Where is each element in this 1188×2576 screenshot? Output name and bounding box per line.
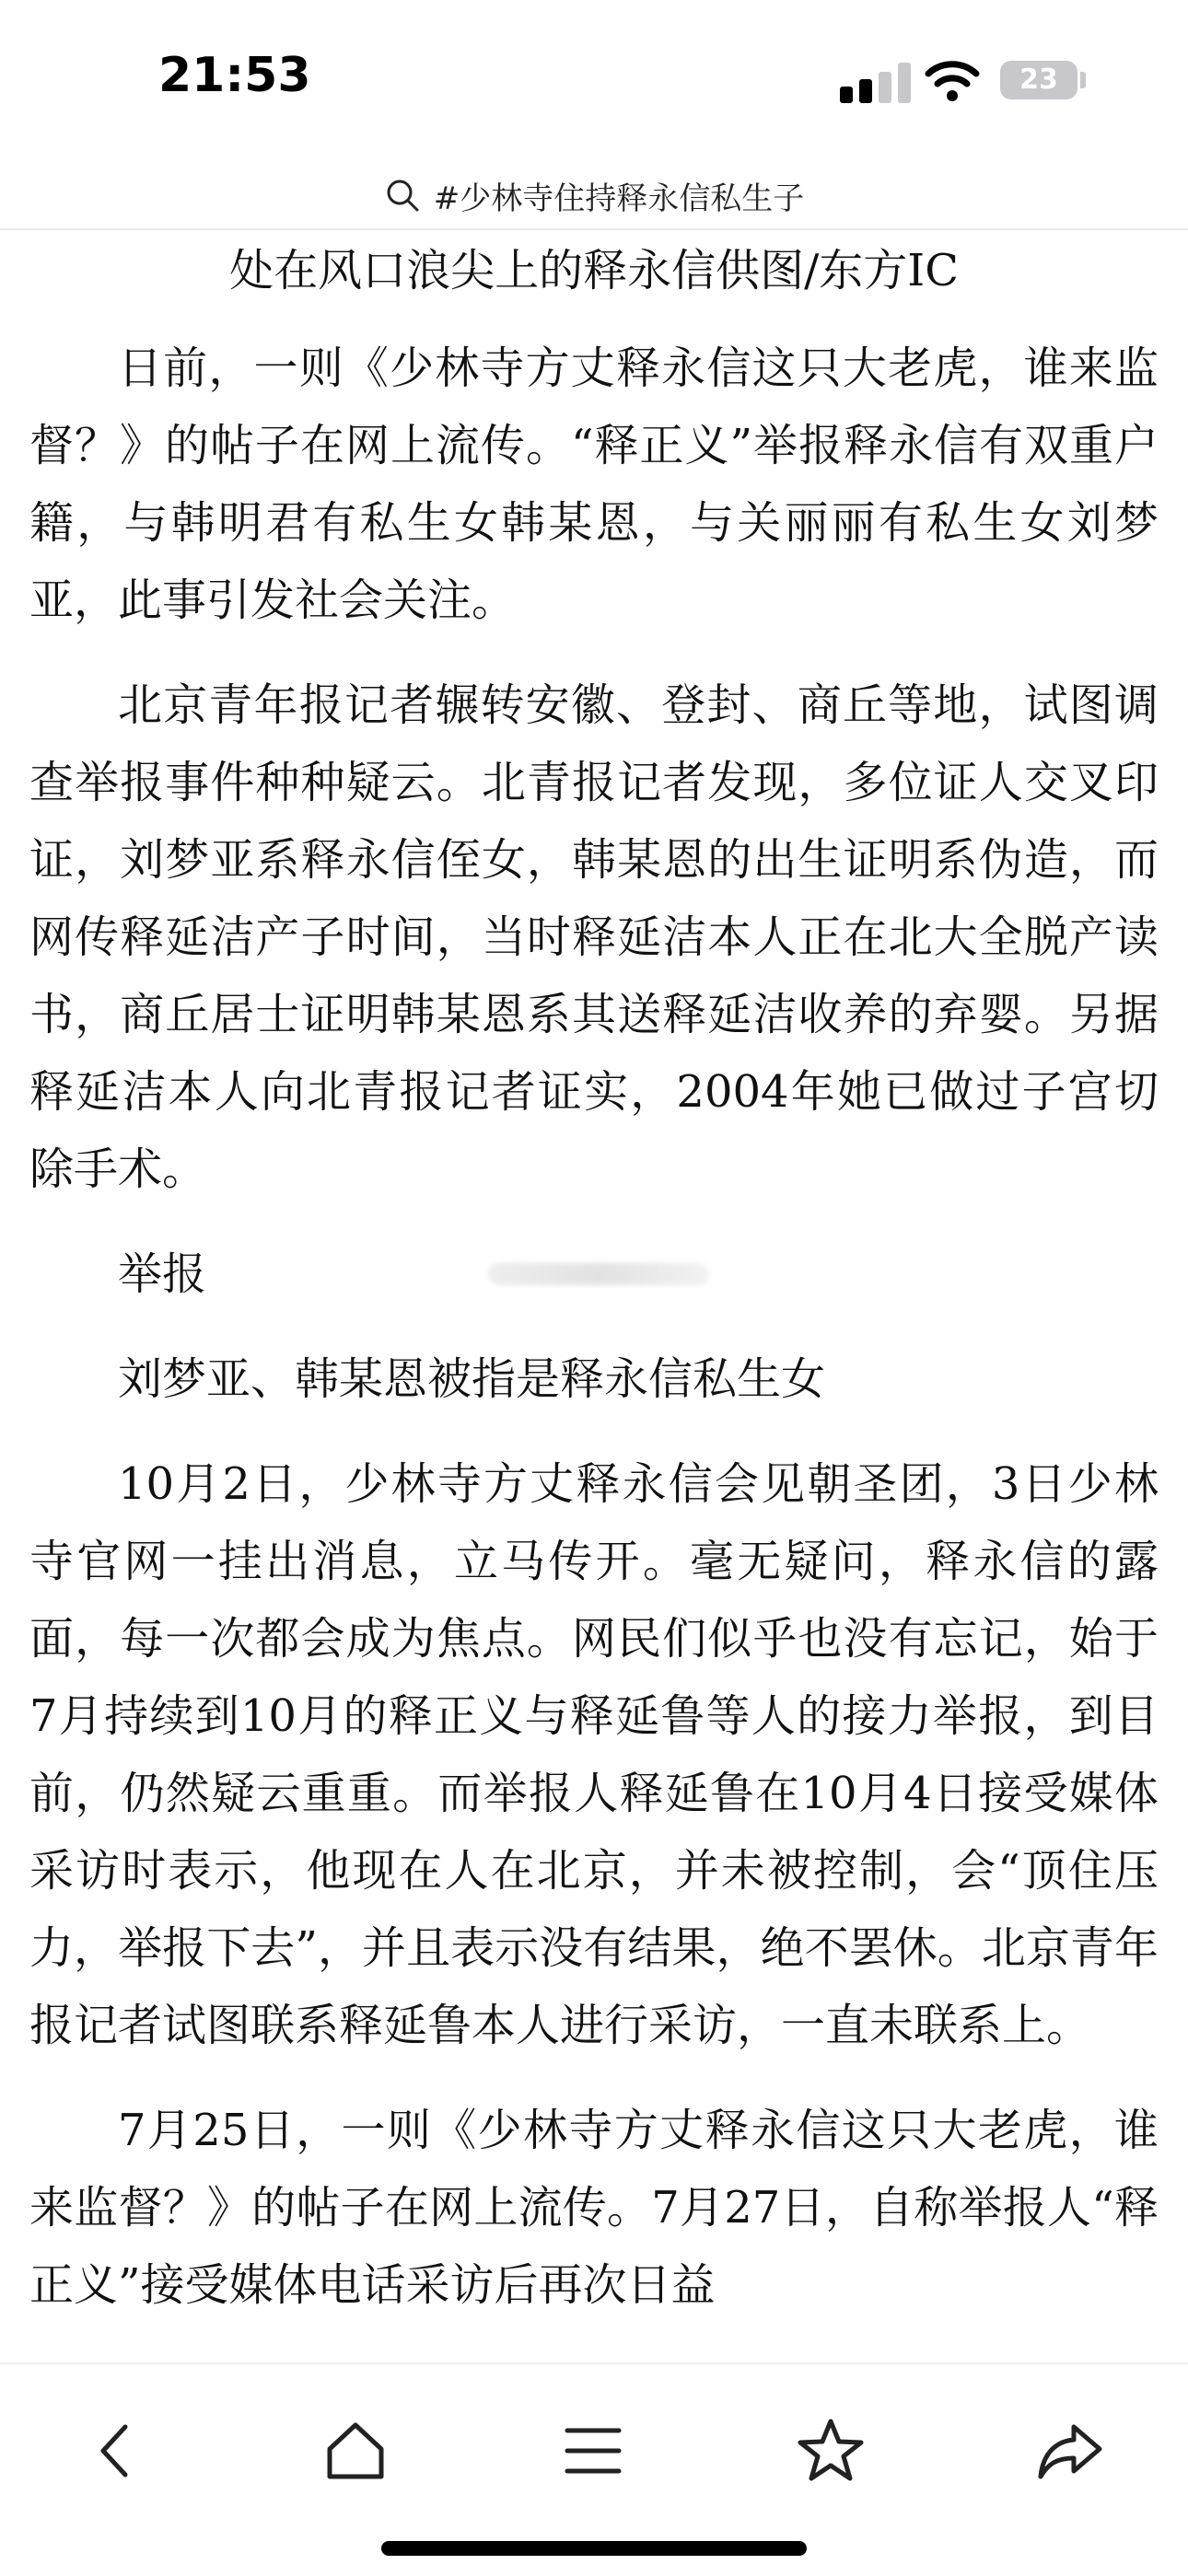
search-icon (384, 177, 421, 214)
article-paragraph: 日前，一则《少林寺方丈释永信这只大老虎，谁来监督？》的帖子在网上流传。“释正义”举报释永信有双重户籍，与韩明君有私生女韩某恩，与关丽丽有私生女刘梦亚，此事引发社会关注。 (29, 342, 1159, 626)
star-icon (794, 2414, 868, 2488)
search-bar[interactable] (0, 162, 1188, 230)
search-query[interactable]: #少林寺住持释永信私生子 (433, 180, 805, 217)
chevron-left-icon (81, 2414, 155, 2488)
article-body (29, 232, 1159, 2361)
menu-button[interactable] (556, 2414, 630, 2488)
wifi-icon (925, 57, 980, 103)
menu-icon (556, 2414, 630, 2488)
section-title: 刘梦亚、韩某恩被指是释永信私生女 (118, 1353, 826, 1405)
home-indicator (381, 2541, 807, 2556)
battery-nub (1080, 72, 1086, 88)
home-icon (319, 2414, 392, 2488)
section-label: 举报 (118, 1248, 207, 1300)
image-caption: 处在风口浪尖上的释永信供图/东方IC (229, 245, 959, 296)
favorite-button[interactable] (794, 2414, 868, 2488)
article-paragraph: 10月2日，少林寺方丈释永信会见朝圣团，3日少林寺官网一挂出消息，立马传开。毫无疑问，释永信的露面，每一次都会成为焦点。网民们似乎也没有忘记，始于7月持续到10月的释正义与释延鲁等人的接力举报，到目前，仍然疑云重重。而举报人释延鲁在10月4日接受媒体采访时表示，他现在人在北京，并未被控制，会“顶住压力，举报下去”，并且表示没有结果，绝不罢休。北京青年报记者试图联系释延鲁本人进行采访，一直未联系上。 (29, 1458, 1159, 2051)
status-bar (0, 0, 1188, 157)
status-time: 21:53 (158, 48, 311, 103)
battery-icon: 23 (1000, 61, 1077, 99)
bottom-nav-bar (0, 2362, 1188, 2576)
share-button[interactable] (1033, 2414, 1107, 2488)
article-paragraph: 7月25日，一则《少林寺方丈释永信这只大老虎，谁来监督？》的帖子在网上流传。7月27日，自称举报人“释正义”接受媒体电话采访后再次日益 (29, 2105, 1159, 2311)
share-icon (1033, 2414, 1107, 2488)
back-button[interactable] (81, 2414, 155, 2488)
section-label-row (29, 1236, 1159, 1313)
cellular-signal-icon (840, 63, 912, 103)
watermark-blur (488, 1263, 709, 1285)
article-paragraph: 北京青年报记者辗转安徽、登封、商丘等地，试图调查举报事件种种疑云。北青报记者发现，多位证人交叉印证，刘梦亚系释永信侄女，韩某恩的出生证明系伪造，而网传释延洁产子时间，当时释延洁本人正在北大全脱产读书，商丘居士证明韩某恩系其送释延洁收养的弃婴。另据释延洁本人向北青报记者证实，2004年她已做过子宫切除手术。 (29, 679, 1159, 1195)
home-button[interactable] (319, 2414, 392, 2488)
